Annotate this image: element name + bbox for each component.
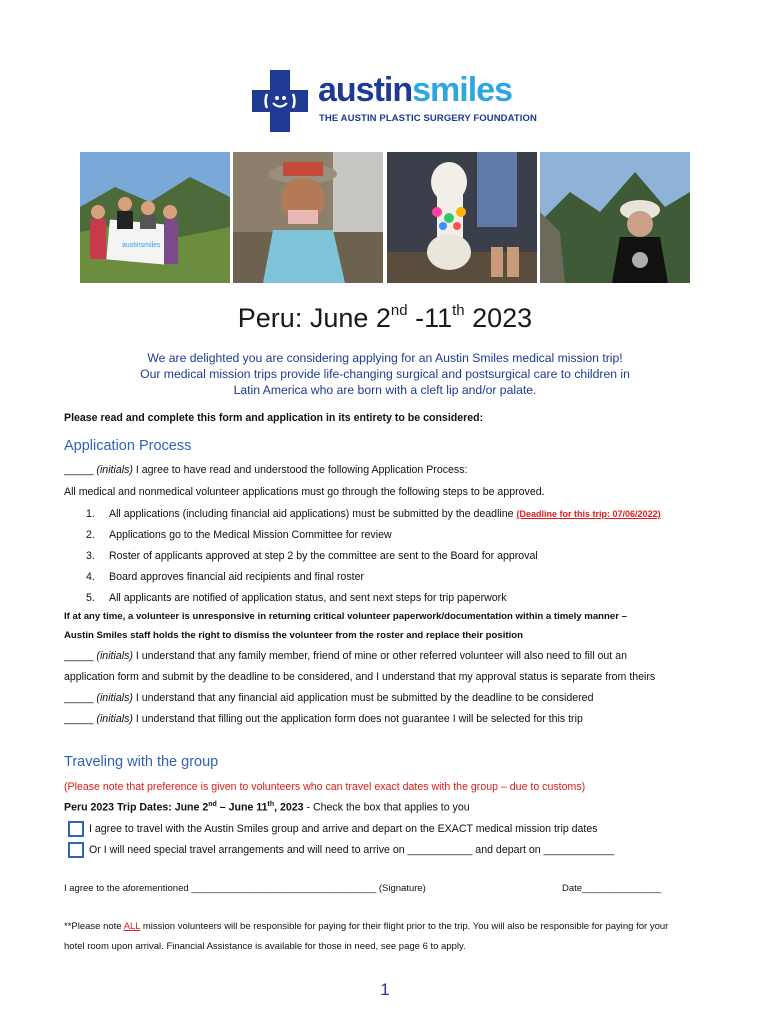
deadline-text: (Deadline for this trip: 07/06/2022) [516, 509, 661, 519]
traveling-heading: Traveling with the group [64, 754, 219, 770]
page-title: Peru: June 2nd -11th 2023 [237, 302, 533, 333]
photo-child-with-hat [233, 152, 383, 283]
logo-tagline: THE AUSTIN PLASTIC SURGERY FOUNDATION [319, 113, 537, 124]
footer-note-line-2: hotel room upon arrival. Financial Assistance is available for those in need, see page 6 to apply. [64, 941, 466, 952]
step-item: 5. All applicants are notified of application status, and sent next steps for trip paperwork [86, 592, 507, 604]
photo-volunteers-banner [80, 152, 230, 283]
step-item: 3. Roster of applicants approved at step 2 by the committee are sent to the Board for approval [86, 550, 538, 562]
special-arrangements-checkbox[interactable] [68, 842, 84, 858]
smile-face-icon [262, 88, 298, 114]
signature-line[interactable]: I agree to the aforementioned ___________________________________ (Signature) [64, 883, 426, 894]
step-item: 1. All applications (including financial aid applications) must be submitted by the deadline (Deadline for this trip: 07/06/2022) [86, 508, 661, 520]
date-line[interactable]: Date_______________ [562, 883, 662, 894]
step-item: 2. Applications go to the Medical Mission Committee for review [86, 529, 392, 541]
austin-smiles-logo [252, 70, 552, 132]
initials-blank[interactable]: _____ [64, 713, 94, 725]
ack-family-line-2: application form and submit by the deadline to be considered, and I understand that my approval status is separate from theirs [64, 671, 656, 683]
step-item: 4. Board approves financial aid recipients and final roster [86, 571, 364, 583]
logo-name: austinsmiles [318, 71, 512, 109]
intro-text [100, 350, 670, 398]
traveling-note: (Please note that preference is given to volunteers who can travel exact dates with the group – due to customs) [64, 781, 586, 793]
travel-with-group-checkbox[interactable] [68, 821, 84, 837]
ack-no-guarantee-line: _____ (initials) I understand that filling out the application form does not guarantee I will be selected for this trip [64, 713, 583, 725]
intro-line: We are delighted you are considering applying for an Austin Smiles medical mission trip! [147, 351, 623, 365]
photo-alpaca [387, 152, 537, 283]
initials-blank[interactable]: _____ [64, 650, 94, 662]
initials-blank[interactable]: _____ [64, 692, 94, 704]
initials-agree-line: _____ (initials) I agree to have read and understood the following Application Process: [64, 464, 468, 476]
footer-note-line: **Please note ALL mission volunteers will be responsible for paying for their flight prior to the trip. You will also be responsible for paying for your [64, 921, 669, 932]
all-volunteers-text: All medical and nonmedical volunteer applications must go through the following steps to be approved. [64, 486, 545, 498]
trip-dates-line: Peru 2023 Trip Dates: June 2nd – June 11th, 2023 - Check the box that applies to you [64, 801, 470, 814]
warning-line: If at any time, a volunteer is unresponsive in returning critical volunteer paperwork/documentation within a timely manner – [64, 611, 627, 622]
initials-blank[interactable]: _____ [64, 464, 94, 476]
intro-line: Latin America who are born with a cleft lip and/or palate. [233, 383, 537, 397]
page-number: 1 [380, 980, 390, 999]
warning-line: Austin Smiles staff holds the right to dismiss the volunteer from the roster and replace their position [64, 630, 523, 641]
ack-family-line: _____ (initials) I understand that any family member, friend of mine or other referred volunteer will also need to fill out an [64, 650, 627, 662]
instruction: Please read and complete this form and application in its entirety to be considered: [64, 412, 484, 424]
ack-financial-line: _____ (initials) I understand that any financial aid application must be submitted by the deadline to be considered [64, 692, 594, 704]
travel-option-group: I agree to travel with the Austin Smiles group and arrive and depart on the EXACT medical mission trip dates [89, 823, 598, 835]
photo-mountains-hiker [540, 152, 690, 283]
intro-line: Our medical mission trips provide life-changing surgical and postsurgical care to children in [140, 367, 630, 381]
svg-text:austinsmiles: austinsmiles [122, 242, 161, 249]
travel-option-special: Or I will need special travel arrangements and will need to arrive on ___________ and depart on ____________ [89, 844, 615, 856]
application-process-heading: Application Process [64, 438, 192, 454]
